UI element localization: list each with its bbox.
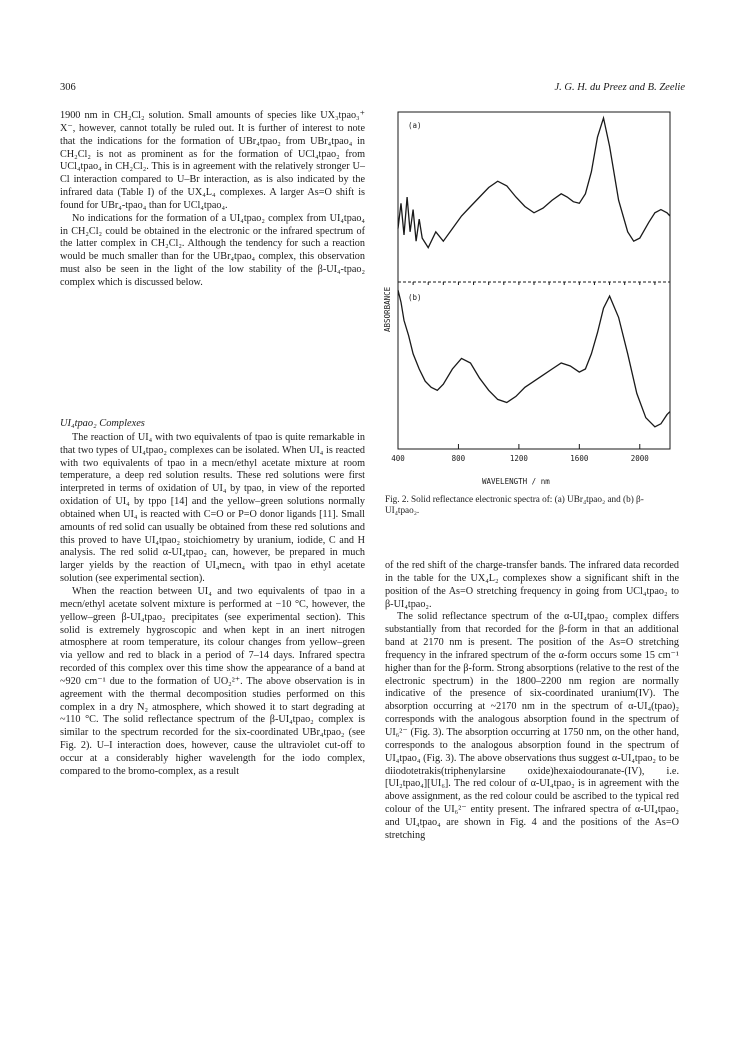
x-axis-label: WAVELENGTH / nm: [482, 477, 550, 486]
x-tick-label: 800: [451, 454, 466, 463]
series-line-a: [398, 118, 670, 248]
paragraph: The solid reflectance spectrum of the α-UI₄tpao₂ complex differs substantially from that recorded for the β-form in that an additional band at 2170 nm is present. The position of the As=O stretching frequency in the infrared spectrum of the α-form occurs some 15 cm⁻¹ higher than for the β-form. Strong absorptions (relative to the rest of the electronic spectrum) in the 1800–2200 nm region are normally indicative of the presence of six-coordinated uranium(IV). The absorption occurring at ~2170 nm in the spectrum of α-UI₄(tpao)₂ corresponds with the analogous absorption found in the spectrum of UI₆²⁻ (Fig. 3). The absorption occurring at 1750 nm, on the other hand, corresponds to the analogous absorption found in the spectrum of UI₄tpao₄ (Fig. 3). The above observations thus suggest α-UI₄tpao₂ to be diiodotetrakis(triphenylarsine oxide)hexaiodouranate-(IV), i.e. [UI₂tpao₄][UI₆]. The red colour of α-UI₄tpao₂ is in agreement with the above assignment, as the red colour could be ascribed to the typical red colour of the UI₆²⁻ entity present. The infrared spectra of α-UI₄tpao₂ and UI₄tpao₄ are shown in Fig. 4 and the positions of the As=O stretching: [385, 611, 679, 841]
left-column-top: [60, 110, 365, 290]
figure-2: [378, 104, 678, 559]
running-header-authors: J. G. H. du Preez and B. Zeelie: [554, 82, 685, 93]
page-number: 306: [60, 82, 76, 93]
spectra-chart: [378, 104, 678, 494]
panel-a-label: (a): [408, 121, 422, 130]
paragraph: of the red shift of the charge-transfer bands. The infrared data recorded in the table for the UX₄L₂ complexes show a significant shift in the position of the As=O stretching frequency in going from UCl₄tpao₂ to β-UI₄tpao₂.: [385, 560, 679, 610]
x-tick-label: 2000: [630, 454, 649, 463]
series-line-b: [398, 290, 670, 427]
figure-caption: Fig. 2. Solid reflectance electronic spectra of: (a) UBr₄tpao₂ and (b) β-UI₄tpao₂.: [385, 494, 644, 515]
section-heading: UI₄tpao₂ Complexes: [60, 418, 145, 429]
panel-b-label: (b): [408, 293, 422, 302]
x-tick-label: 1600: [570, 454, 589, 463]
y-axis-label: ABSORBANCE: [383, 286, 392, 332]
left-column-bottom: [60, 418, 365, 779]
x-tick-label: 400: [391, 454, 405, 463]
paragraph: The reaction of UI₄ with two equivalents of tpao is quite remarkable in that two types of UI₄tpao₂ complexes can be isolated. When UI₄ is reacted with two equivalents of tpao in a mecn/ethyl acetate mixture at room temperature, a deep red solution results. These red solutions were first interpreted in terms of oxidation of UI₄ by tpao, in view of the reported oxidation of UI₄ by tppo [14] and the yellow–green solutions normally obtained when UI₄ is reacted with C=O or P=O donor ligands [11]. Small amounts of red solid can usually be obtained from these red solutions and this proved to have UI₄tpao₂ stoichiometry by uranium, iodide, C and H analysis. The red solid α-UI₄tpao₂ can, however, be prepared in much larger yields by the reaction of UI₄mecn₄ with tpao in ethyl acetate solution (see experimental section).: [60, 431, 365, 585]
x-tick-label: 1200: [509, 454, 528, 463]
right-column: [385, 560, 679, 843]
plot-frame: [398, 112, 670, 449]
paragraph: When the reaction between UI₄ and two equivalents of tpao in a mecn/ethyl acetate solvent mixture is performed at −10 °C, however, the yellow–green β-UI₄tpao₂ precipitates (see experimental section). This solid is extremely hygroscopic and when kept in an inert nitrogen atmosphere at room temperature, its colour changes from yellow–green via yellow and red to black in a period of 7–14 days. Infrared spectra recorded of this complex over this time show the appearance of a band at ~920 cm⁻¹ due to the formation of UO₂²⁺. The above observation is in agreement with the thermal decomposition studies performed on this complex in a dry N₂ atmosphere, which showed it to start degrading at ~110 °C. The solid reflectance spectrum of the β-UI₄tpao₂ complex is similar to the spectrum recorded for the six-coordinated UBr₄tpao₂ (see Fig. 2). U–I interaction does, however, cause the ultraviolet cut-off to occur at a considerably higher wavelength for the iodo complex, compared to the bromo-complex, as a result: [60, 585, 365, 777]
paragraph: 1900 nm in CH₂Cl₂ solution. Small amounts of species like UX₃tpao₃⁺ X⁻, however, cannot totally be ruled out. It is further of interest to note that the indications for the formation of UBr₄tpao₂ from UBr₄tpao₄ in CH₂Cl₂ is not as prominent as for the formation of UCl₄tpao₂ from UCl₄tpao₄ in CH₂Cl₂. This is in agreement with the relatively stronger U–Cl interaction compared to U–Br interaction, as is also indicated by the infrared data (Table I) of the UX₄L₄ complexes. A larger As=O shift is found for UBr₄-tpao₄ than for UCl₄tpao₄.: [60, 110, 365, 211]
paragraph: No indications for the formation of a UI₄tpao₂ complex from UI₄tpao₄ in CH₂Cl₂ could be obtained in the electronic or the infrared spectrum of the latter complex in CH₂Cl₂. Although the tendency for such a reaction would be much smaller than for the UBr₄tpao₄ complex, this observation must also be seen in the light of the low stability of the β-UI₄-tpao₂ complex which is discussed below.: [60, 212, 365, 288]
